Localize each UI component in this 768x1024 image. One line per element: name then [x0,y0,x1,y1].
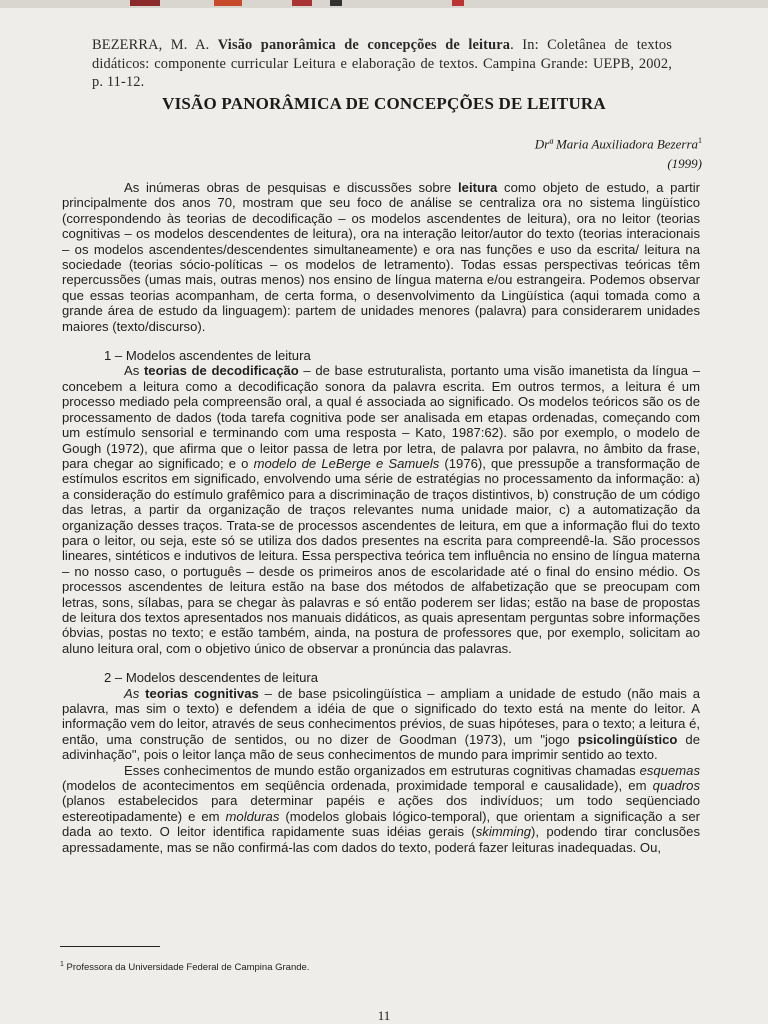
footnote-text: Professora da Universidade Federal de Campina Grande. [63,962,310,974]
emphasis-psicolinguistico: psicolingüístico [577,731,678,747]
article-body [62,180,700,855]
footnote-divider [60,946,160,947]
bibliographic-citation [92,36,672,92]
emphasis-modelo-leberge: modelo de LeBerge e Samuels [253,455,440,471]
article-year: (1999) [667,156,702,172]
paragraph-ascendentes: As teorias de decodificação – de base estruturalista, portanto uma visão imanetista da língua – concebem a leitura como a decodificação sonora da palavra escrita. Em outros termos, a leitura é um processo mediado pela compreensão oral, a qual é associada ao significado. Os modelos teóricos são os de processamento de dados (toda tarefa cognitiva pode ser analisada em etapas ordenadas, começando com um estímulo sensorial e terminando com uma resposta – Kato, 1987:62). são por exemplo, o modelo de Gough (1972), que afirma que o leitor passa de letra por letra, de palavra por palavra, no âmbito da frase, para chegar ao significado; e o modelo de LeBerge e Samuels (1976), que pressupõe a transformação de estímulos escritos em significado, envolvendo uma série de estratégias no processamento da informação: a) a consideração do estímulo grafêmico para a discriminação de traços distintivos, b) construção de um código das letras, a partir da organização de traços relevantes numa unidade maior, c) a automatização da organização desses traços. Trata-se de processos ascendentes de leitura, em que a informação flui do texto para o leitor, ou seja, este só se utiliza dos dados presentes na escrita para compreendê-la. São processos lineares, sintéticos e indutivos de leitura. Essa perspectiva teórica tem influência no ensino de língua materna – no nosso caso, o português – desde os primeiros anos de escolaridade até o final do ensino médio. Os processos ascendentes de leitura estão na base dos métodos de alfabetização que se preocupam com letras, sons, sílabas, para se chegar às palavras e só então poderem ser lidas; estão na base de propostas de leitura dos textos apresentados nos manuais didáticos, as quais apresentam perguntas sobre informações óbvias, postas no texto; e estão também, ainda, na postura de professores que, por exemplo, solicitam ao aluno leitura oral, com o objetivo único de observar a pronúncia das palavras. [62,363,701,656]
article-author-block [535,131,702,174]
article-author: Drª Maria Auxiliadora Bezerra [534,136,698,152]
paragraph-descendentes: As teorias cognitivas – de base psicolingüística – ampliam a unidade de estudo (não mais a palavra, mas sim o texto) e defendem a idéia de que o significado do texto está na mente do leitor. A informação vem do leitor, através de seus conhecimentos prévios, de suas hipóteses, para o texto; a leitura é, então, uma construção de sentidos, ou no dizer de Goodman (1973), um "jogo psicolingüístico de adivinhação", pois o leitor lança mão de seus conhecimentos de mundo para imprimir sentido ao texto. [62,685,700,763]
footnote-mark: 1 [60,961,64,968]
paragraph-esquemas: Esses conhecimentos de mundo estão organizados em estruturas cognitivas chamadas esquemas (modelos de acontecimentos em seqüência ordenada, proximidade temporal e causalidade), em quadros (planos estabelecidos para determinar papéis e ações dos indivíduos; um todo seqüenciado estereotipadamente) e em molduras (modelos globais lógico-temporal), que orientam a significação a ser dada ao texto. O leitor identifica rapidamente suas idéias gerais (skimming), podendo tirar conclusões apressadamente, mas se não confirmá-las com dados do texto, poderá fazer leituras inadequadas. Ou, [62,762,700,855]
citation-title: Visão panorâmica de concepções de leitura [217,37,511,53]
section-heading-1: 1 – Modelos ascendentes de leitura [104,348,311,364]
emphasis-teorias-decodificacao: teorias de decodificação [143,363,299,379]
citation-author: BEZERRA, M. A. [92,37,210,53]
emphasis-teorias-cognitivas: teorias cognitivas [145,685,259,701]
footnote [60,961,680,973]
article-title: VISÃO PANORÂMICA DE CONCEPÇÕES DE LEITURA [162,94,606,113]
page-number: 11 [377,1008,391,1023]
citation-rest: . In: Coletânea de textos didáticos: componente curricular Leitura e elaboração de textos. Campina Grande: UEPB, 2002, p. 11-12. [92,37,673,90]
section-heading-2: 2 – Modelos descendentes de leitura [104,670,319,686]
paragraph-intro: As inúmeras obras de pesquisas e discussões sobre leitura como objeto de estudo, a partir principalmente dos anos 70, mostram que seu foco de análise se centraliza ora no sistema lingüístico (correspondendo às teorias de decodificação – os modelos ascendentes de leitura), ora no leitor (teorias cognitivas – os modelos descendentes de leitura), ora na interação leitor/autor do texto (teorias interacionais – os modelos ascendentes/descendentes simultaneamente) e ora nas funções e uso da escrita/ leitura na sociedade (teorias sócio-políticas – os modelos de letramento). Todas essas perspectivas teóricas têm repercussões (umas mais, outras menos) nos ensino de língua materna e/ou estrangeira. Podemos observar que essas teorias acompanham, de certa forma, o desenvolvimento da Lingüística (aqui tomada como a grande área de estudo da linguagem): partem de unidades menores (palavra) para considerarem unidades maiores (texto/discurso). [62,180,701,334]
emphasis-leitura: leitura [458,180,498,195]
author-footnote-mark: 1 [698,136,702,145]
